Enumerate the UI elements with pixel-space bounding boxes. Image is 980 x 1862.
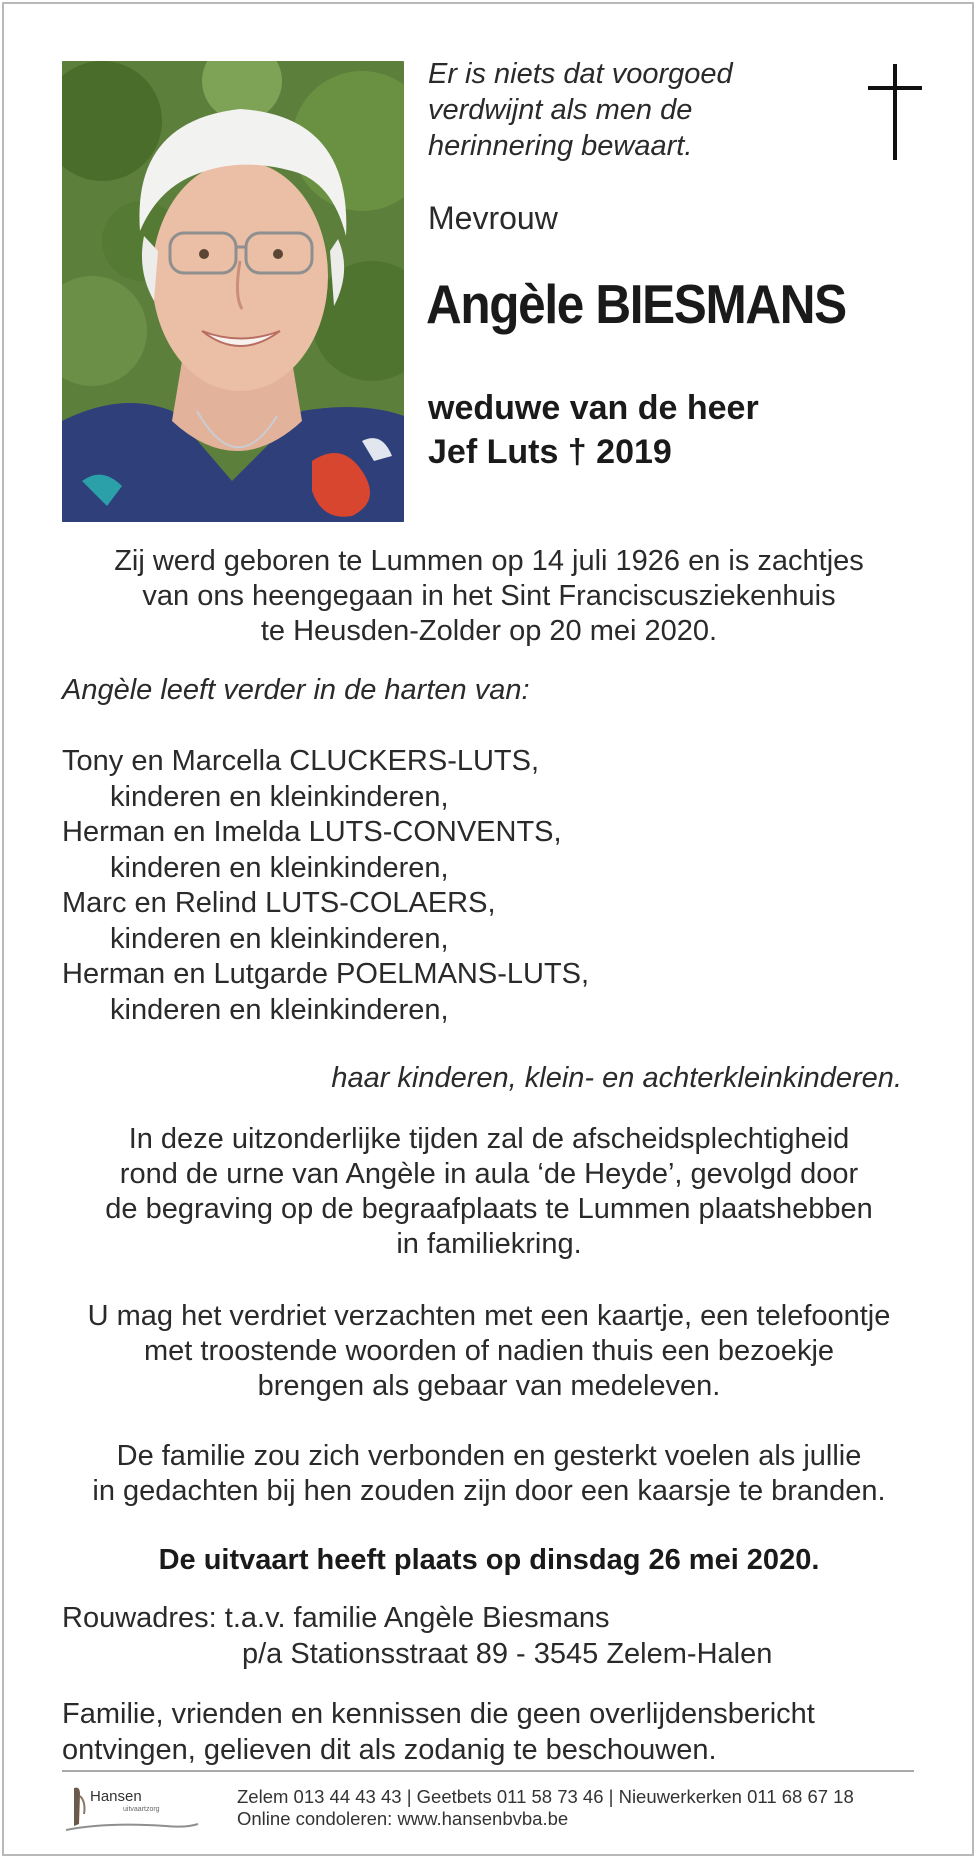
paragraph-line: U mag het verdriet verzachten met een kaartje, een telefoontje bbox=[87, 1300, 891, 1332]
memorial-quote bbox=[428, 56, 788, 164]
spouse-line: Jef Luts † 2019 bbox=[428, 433, 672, 471]
family-list bbox=[62, 744, 589, 1028]
obituary-card bbox=[2, 2, 974, 1856]
quote-line: herinnering bewaart. bbox=[428, 130, 693, 162]
lives-on-heading: Angèle leeft verder in de harten van: bbox=[62, 674, 530, 706]
birth-death-paragraph bbox=[44, 544, 934, 649]
address-line: p/a Stationsstraat 89 - 3545 Zelem-Halen bbox=[242, 1638, 773, 1670]
footer-online-link[interactable]: Online condoleren: www.hansenbvba.be bbox=[237, 1808, 569, 1829]
paragraph-line: te Heusden-Zolder op 20 mei 2020. bbox=[260, 615, 718, 647]
honorific: Mevrouw bbox=[428, 200, 558, 236]
notice-line: Familie, vrienden en kennissen die geen overlijdensbericht bbox=[62, 1698, 815, 1730]
candle-paragraph bbox=[44, 1439, 934, 1509]
notice-paragraph bbox=[62, 1696, 815, 1768]
quote-line: verdwijnt als men de bbox=[428, 94, 693, 126]
family-names: Herman en Lutgarde POELMANS-LUTS, bbox=[62, 958, 590, 990]
spouse-info bbox=[428, 386, 759, 474]
address-line: Rouwadres: t.a.v. familie Angèle Biesmans bbox=[62, 1602, 610, 1634]
portrait-photo bbox=[62, 61, 404, 522]
deceased-name: Angèle BIESMANS bbox=[426, 273, 846, 335]
spouse-line: weduwe van de heer bbox=[428, 389, 759, 427]
logo-subtitle: uitvaartzorg bbox=[123, 1806, 160, 1813]
grandchildren-line: haar kinderen, klein- en achterkleinkinderen. bbox=[331, 1062, 902, 1094]
footer-contact bbox=[237, 1786, 854, 1830]
footer-divider bbox=[62, 1770, 914, 1772]
paragraph-line: De familie zou zich verbonden en gesterkt voelen als jullie bbox=[116, 1440, 862, 1472]
family-sub: kinderen en kleinkinderen, bbox=[110, 780, 449, 813]
paragraph-line: rond de urne van Angèle in aula ‘de Heyde’, gevolgd door bbox=[119, 1158, 859, 1190]
logo-wordmark: Hansen bbox=[90, 1788, 142, 1805]
funeral-home-logo bbox=[66, 1784, 206, 1836]
family-sub: kinderen en kleinkinderen, bbox=[110, 922, 449, 955]
funeral-date: De uitvaart heeft plaats op dinsdag 26 mei 2020. bbox=[158, 1544, 820, 1576]
family-sub: kinderen en kleinkinderen, bbox=[110, 851, 449, 884]
family-sub: kinderen en kleinkinderen, bbox=[110, 993, 449, 1026]
paragraph-line: Zij werd geboren te Lummen op 14 juli 1926 en is zachtjes bbox=[114, 545, 864, 577]
family-names: Marc en Relind LUTS-COLAERS, bbox=[62, 887, 496, 919]
paragraph-line: in gedachten bij hen zouden zijn door een kaarsje te branden. bbox=[92, 1475, 886, 1507]
quote-line: Er is niets dat voorgoed bbox=[428, 58, 733, 90]
family-names: Herman en Imelda LUTS-CONVENTS, bbox=[62, 816, 562, 848]
paragraph-line: de begraving op de begraafplaats te Lummen plaatshebben bbox=[105, 1193, 873, 1225]
paragraph-line: in familiekring. bbox=[396, 1228, 582, 1260]
paragraph-line: In deze uitzonderlijke tijden zal de afscheidsplechtigheid bbox=[128, 1123, 850, 1155]
paragraph-line: van ons heengegaan in het Sint Franciscusziekenhuis bbox=[142, 580, 836, 612]
latin-cross-icon bbox=[868, 64, 924, 164]
footer-phones: Zelem 013 44 43 43 | Geetbets 011 58 73 46 | Nieuwerkerken 011 68 67 18 bbox=[237, 1786, 854, 1807]
ceremony-paragraph bbox=[44, 1122, 934, 1262]
mourning-address bbox=[62, 1600, 772, 1672]
notice-line: ontvingen, gelieven dit als zodanig te beschouwen. bbox=[62, 1734, 717, 1766]
paragraph-line: met troostende woorden of nadien thuis een bezoekje bbox=[143, 1335, 835, 1367]
paragraph-line: brengen als gebaar van medeleven. bbox=[257, 1370, 721, 1402]
family-names: Tony en Marcella CLUCKERS-LUTS, bbox=[62, 745, 540, 777]
comfort-paragraph bbox=[44, 1299, 934, 1404]
